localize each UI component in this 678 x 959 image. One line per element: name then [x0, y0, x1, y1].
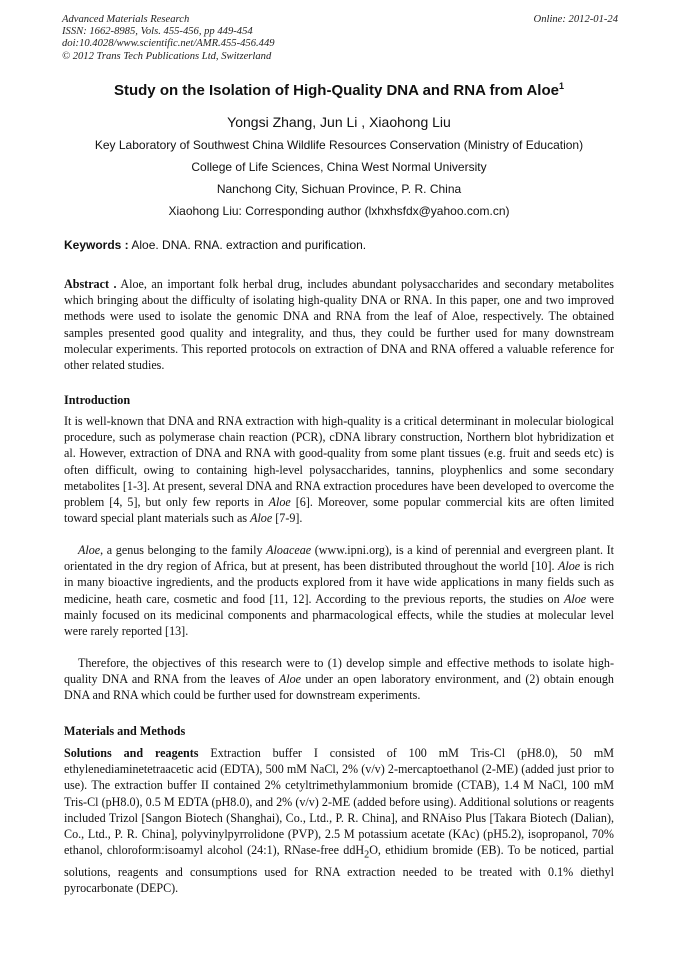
- corresponding-author: Xiaohong Liu: Corresponding author (lxhxhsfdx@yahoo.com.cn): [168, 204, 510, 218]
- keywords-label: Keywords :: [64, 238, 129, 252]
- journal-header: [62, 14, 618, 63]
- journal-name: Advanced Materials Research: [62, 14, 190, 25]
- paper-title: [0, 81, 678, 99]
- intro-paragraph-1: It is well-known that DNA and RNA extraction with high-quality is a critical determinant in molecular biological procedure, such as polymerase chain reaction (PCR), cDNA library construction, Northern blot hybridization et al. However, extraction of DNA and RNA with good-quality from some plant tissues (e.g. fruit and seeds etc) is often difficult, owing to containing high-level polysaccharides, tannins, ployphenlics and some secondary metabolites [1-3]. At present, several DNA and RNA extraction procedures have been developed to overcome the problem [4, 5], but only few reports in Aloe [6]. Moreover, some popular commercial kits are often limited toward special plant materials such as Aloe [7-9].: [64, 414, 614, 526]
- affiliation-line: Nanchong City, Sichuan Province, P. R. China: [216, 182, 462, 196]
- abstract-label: Abstract .: [64, 277, 117, 291]
- title-text: Study on the Isolation of High-Quality DNA and RNA from Aloe: [113, 82, 559, 99]
- copyright-line: © 2012 Trans Tech Publications Ltd, Switzerland: [62, 50, 272, 62]
- abstract-text: Aloe, an important folk herbal drug, includes abundant polysaccharides and secondary metabolites which bringing about the difficulty of isolating high-quality DNA or RNA. In this paper, one and two improved methods were used to isolate the genomic DNA and RNA from the leaf of Aloe, respectively. The obtained samples presented good quality and integrality, and thus, they could be further used for many downstream molecular experiments. This reported protocols on extraction of DNA and RNA offered a valuable reference for other related studies.: [64, 277, 614, 373]
- intro-paragraph-3: Therefore, the objectives of this research were to (1) develop simple and effective methods to isolate high-quality DNA and RNA from the leaves of Aloe under an open laboratory environment, and (2) obtain enough DNA and RNA which could be further used for downstream experiments.: [64, 656, 614, 703]
- online-date: Online: 2012-01-24: [533, 14, 618, 25]
- keywords: [64, 238, 614, 252]
- methods-paragraph: Solutions and reagents Extraction buffer I consisted of 100 mM Tris-Cl (pH8.0), 50 mM ethylenediaminetetraacetic acid (EDTA), 500 mM NaCl, 2% (v/v) 2-mercaptoethanol (2-ME) (added just prior to use). The extraction buffer II contained 2% cetyltrimethylammonium bromide (CTAB), 1.4 M NaCl, 100 mM Tris-Cl (pH8.0), 0.5 M EDTA (pH8.0), and 2% (v/v) 2-ME (added before using). Additional solutions or reagents included Trizol [Sangon Biotech (Shanghai), Co., Ltd., P. R. China], and RNAiso Plus [Takara Biotech (Dalian), Co., Ltd., P. R. China], polyvinylpyrrolidone (PVP), 2.5 M potassium acetate (KAc) (pH5.2), isopropanol, 70% ethanol, chloroform:isoamyl alcohol (24:1), RNase-free ddH$_2$O, ethidium bromide (EB). To be noticed, partial solutions, reagents and consumptions used for RNA extraction needed to be treated with 0.1% diethyl pyrocarbonate (DEPC).: [64, 746, 615, 896]
- affiliation-line: College of Life Sciences, China West Normal University: [191, 160, 487, 174]
- intro-paragraph-2: Aloe, a genus belonging to the family Aloaceae (www.ipni.org), is a kind of perennial and evergreen plant. It orientated in the dry region of Africa, but at present, has been distributed throughout the world [10]. Aloe is rich in many bioactive ingredients, and the products explored from it have wide applications in many fields such as medicine, heath care, cosmetic and food [11, 12]. According to the previous reports, the studies on Aloe were mainly focused on its medicinal components and pharmacological effects, while the studies at molecular level were rarely reported [13].: [64, 543, 615, 639]
- title-footnote-mark: 1: [558, 81, 564, 91]
- affiliation-line: Key Laboratory of Southwest China Wildlife Resources Conservation (Ministry of Education): [94, 138, 584, 152]
- doi-line: doi:10.4028/www.scientific.net/AMR.455-456.449: [62, 38, 275, 50]
- keywords-text: Aloe. DNA. RNA. extraction and purification.: [128, 238, 367, 252]
- issn-line: ISSN: 1662-8985, Vols. 455-456, pp 449-454: [62, 26, 253, 38]
- section-heading-methods: Materials and Methods: [64, 724, 186, 738]
- abstract: [64, 276, 614, 373]
- author-list: Yongsi Zhang, Jun Li , Xiaohong Liu: [227, 114, 451, 130]
- subsection-lead: Solutions and reagents: [64, 746, 199, 760]
- section-heading-introduction: Introduction: [64, 393, 131, 407]
